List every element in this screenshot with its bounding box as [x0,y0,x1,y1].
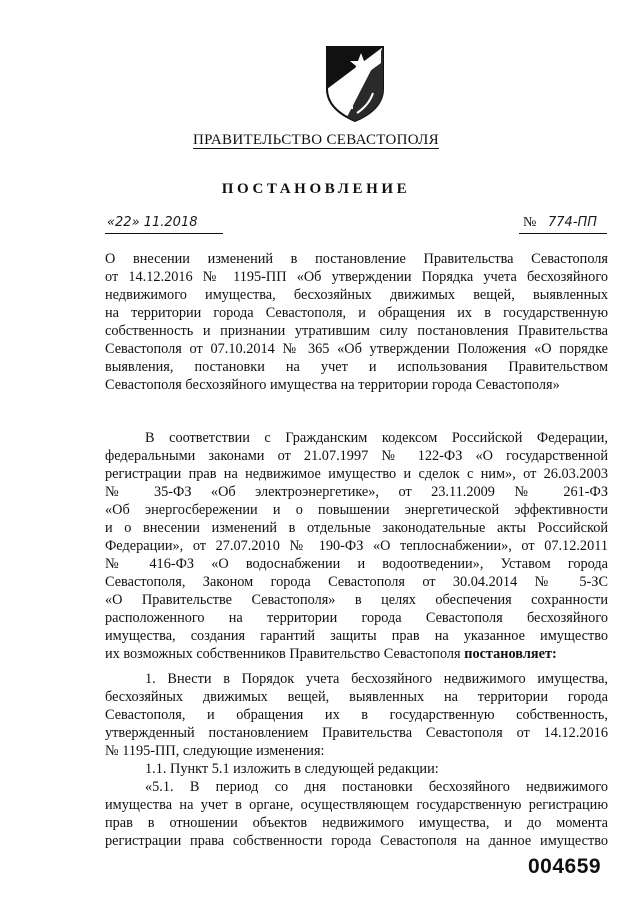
item-1-line: 1. Внести в Порядок учета бесхозяйного недвижимого имущества, [145,671,608,687]
preamble-final-text: их возможных собственников Правительство Севастополя [105,646,465,662]
preamble-line: федеральными законами от 21.07.1997 № 122-ФЗ «О государственной [105,448,608,464]
item-1-1-paragraph [105,760,608,778]
preamble-line: Федерации», от 27.07.2010 № 190-ФЗ «О теплоснабжении», от 07.12.2011 [105,538,608,554]
subject-line: Севастополя бесхозяйного имущества на территории города Севастополя» [105,377,560,393]
item-1-paragraph [105,670,608,760]
preamble-line: регистрации прав на недвижимое имущество и сделок с ним», от 26.03.2003 [105,466,608,482]
subject-line: Севастополя от 07.10.2014 № 365 «Об утверждении Положения «О порядке [105,341,608,357]
subject-line: выявления, постановки на учет и использования Правительством [105,359,608,375]
quoted-clause-paragraph [105,778,608,850]
number-sign: № [523,215,537,230]
preamble-line: Севастополя, Законом города Севастополя от 30.04.2014 № 5-ЗС [105,574,608,590]
quote-line: прав в отношении объектов недвижимого имущества, и до момента [105,815,608,831]
quote-line: «5.1. В период со дня постановки бесхозяйного недвижимого [145,779,608,795]
handwritten-document-number: 774-ПП [548,215,598,230]
preamble-paragraph [105,429,608,663]
government-title [0,132,632,149]
preamble-line: расположенного на территории города Севастополя бесхозяйного [105,610,608,626]
preamble-line: «Об энергосбережении и о повышении энергетической эффективности [105,502,608,518]
item-1-line: утвержденный постановлением Правительства Севастополя от 14.12.2016 [105,725,608,741]
quote-line: регистрации права собственности города Севастополя на данное имущество [105,833,608,849]
decree-keyword: постановляет: [464,646,557,662]
document-type-title: ПОСТАНОВЛЕНИЕ [221,181,411,197]
preamble-line: «О Правительстве Севастополя» в целях обеспечения сохранности [105,592,608,608]
item-1-line: Севастополя, и обращения их в государственную собственность, [105,707,608,723]
subject-line: от 14.12.2016 № 1195-ПП «Об утверждении Порядка учета бесхозяйного [105,269,608,285]
subject-paragraph [105,250,608,394]
preamble-line: № 35-ФЗ «Об электроэнергетике», от 23.11.2009 № 261-ФЗ [105,484,608,500]
subject-line: на территории города Севастополя, и обращения их в государственную [105,305,608,321]
subject-line: собственность и признании утратившим силу постановления Правительства [105,323,608,339]
serial-number: 004659 [528,855,602,878]
item-1-1-line: 1.1. Пункт 5.1 изложить в следующей редакции: [145,761,439,777]
preamble-line: и о внесении изменений в отдельные законодательные акты Российской [105,520,608,536]
preamble-final-line [105,645,608,663]
item-1-line: бесхозяйных движимых вещей, выявленных на территории города [105,689,608,705]
subject-line: недвижимого имущества, бесхозяйных движимых вещей, выявленных [105,287,608,303]
preamble-line: В соответствии с Гражданским кодексом Российской Федерации, [145,430,608,446]
subject-line: О внесении изменений в постановление Правительства Севастополя [105,251,608,267]
quote-line: имущества на учет в органе, осуществляющем государственную регистрацию [105,797,608,813]
item-1-line: № 1195-ПП, следующие изменения: [105,743,325,759]
government-title-text: ПРАВИТЕЛЬСТВО СЕВАСТОПОЛЯ [193,132,439,148]
preamble-line: имущества, создания гарантий защиты прав на указанное имущество [105,628,608,644]
handwritten-date: «22» 11.2018 [107,215,198,230]
sevastopol-coat-of-arms-icon [323,43,387,123]
preamble-line: № 416-ФЗ «О водоснабжении и водоотведении», Уставом города [105,556,608,572]
